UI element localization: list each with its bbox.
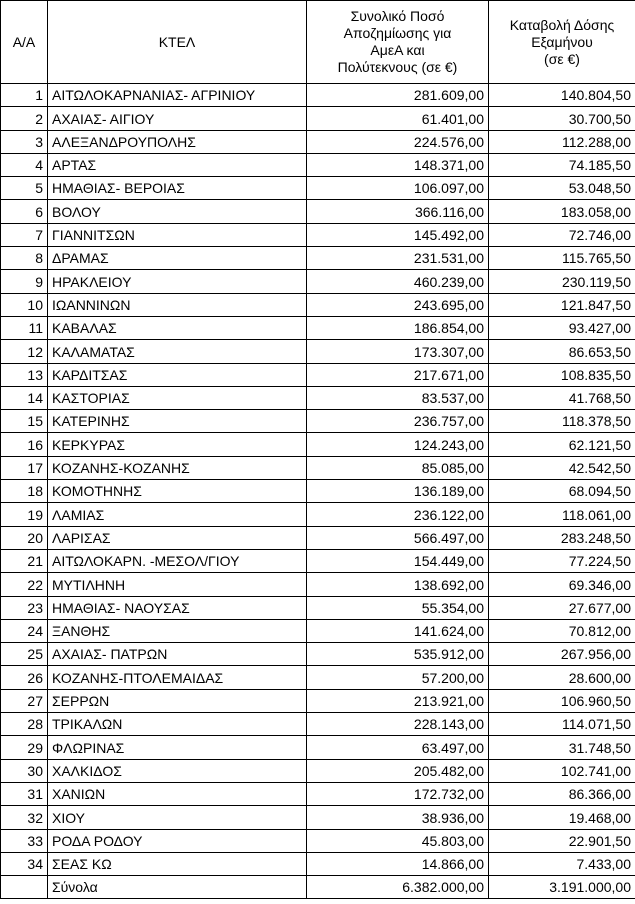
row-total-amount: 38.936,00 [307,806,489,829]
row-index: 4 [1,153,48,176]
row-total-amount: 172.732,00 [307,782,489,805]
header-semester-payment-line: (σε €) [544,50,580,67]
row-index: 29 [1,736,48,759]
row-total-amount: 83.537,00 [307,386,489,409]
table-row [1,247,635,270]
row-semester-payment: 115.765,50 [489,247,635,270]
row-total-amount: 154.449,00 [307,549,489,572]
row-total-amount: 236.757,00 [307,410,489,433]
row-total-amount: 124.243,00 [307,433,489,456]
table-header [1,1,635,84]
table-row [1,806,635,829]
row-ktel-name: ΚΟΖΑΝΗΣ-ΠΤΟΛΕΜΑΙΔΑΣ [48,666,307,689]
row-total-amount: 55.354,00 [307,596,489,619]
header-row [1,1,635,84]
header-total-amount-line: ΑμεΑ και [370,42,425,58]
row-index: 11 [1,316,48,339]
row-semester-payment: 62.121,50 [489,433,635,456]
row-ktel-name: ΞΑΝΘΗΣ [48,619,307,642]
row-ktel-name: ΧΑΝΙΩΝ [48,782,307,805]
row-total-amount: 106.097,00 [307,177,489,200]
row-index: 14 [1,386,48,409]
row-ktel-name: ΛΑΜΙΑΣ [48,503,307,526]
row-total-amount: 281.609,00 [307,84,489,107]
row-index: 9 [1,270,48,293]
table-row [1,223,635,246]
row-total-amount: 231.531,00 [307,247,489,270]
row-index: 15 [1,410,48,433]
row-ktel-name: ΚΟΖΑΝΗΣ-ΚΟΖΑΝΗΣ [48,456,307,479]
row-total-amount: 366.116,00 [307,200,489,223]
table-row [1,433,635,456]
row-index: 28 [1,713,48,736]
row-total-amount: 217.671,00 [307,363,489,386]
row-ktel-name: ΚΑΤΕΡΙΝΗΣ [48,410,307,433]
table-row [1,410,635,433]
row-index: 18 [1,480,48,503]
row-semester-payment: 42.542,50 [489,456,635,479]
row-semester-payment: 7.433,00 [489,852,635,875]
row-semester-payment: 86.653,50 [489,340,635,363]
row-semester-payment: 86.366,00 [489,782,635,805]
table-row [1,316,635,339]
row-ktel-name: ΧΑΛΚΙΔΟΣ [48,759,307,782]
row-semester-payment: 72.746,00 [489,223,635,246]
row-index: 1 [1,84,48,107]
row-total-amount: 243.695,00 [307,293,489,316]
row-total-amount: 138.692,00 [307,573,489,596]
row-semester-payment: 69.346,00 [489,573,635,596]
row-semester-payment: 27.677,00 [489,596,635,619]
row-index: 7 [1,223,48,246]
row-total-amount: 63.497,00 [307,736,489,759]
row-index: 6 [1,200,48,223]
row-index: 2 [1,107,48,130]
table-row [1,293,635,316]
row-index: 16 [1,433,48,456]
row-ktel-name: ΣΕΑΣ ΚΩ [48,852,307,875]
row-index: 3 [1,130,48,153]
row-ktel-name: ΜΥΤΙΛΗΝΗ [48,573,307,596]
row-total-amount: 136.189,00 [307,480,489,503]
row-index: 10 [1,293,48,316]
header-total-amount-line: Αποζημίωσης για [343,25,452,41]
row-ktel-name: ΚΟΜΟΤΗΝΗΣ [48,480,307,503]
row-ktel-name: ΑΛΕΞΑΝΔΡΟΥΠΟΛΗΣ [48,130,307,153]
row-index: 8 [1,247,48,270]
totals-total-amount: 6.382.000,00 [307,876,489,899]
row-index: 22 [1,573,48,596]
row-index: 26 [1,666,48,689]
row-ktel-name: ΙΩΑΝΝΙΝΩΝ [48,293,307,316]
table-row [1,107,635,130]
header-total-amount-line: Πολύτεκνους (σε €) [337,59,458,75]
table-row [1,270,635,293]
row-semester-payment: 30.700,50 [489,107,635,130]
row-semester-payment: 41.768,50 [489,386,635,409]
row-index: 17 [1,456,48,479]
row-semester-payment: 53.048,50 [489,177,635,200]
row-index: 23 [1,596,48,619]
row-ktel-name: ΓΙΑΝΝΙΤΣΩΝ [48,223,307,246]
row-total-amount: 186.854,00 [307,316,489,339]
row-index: 24 [1,619,48,642]
row-index: 31 [1,782,48,805]
header-total-amount-line: Συνολικό Ποσό [350,8,445,24]
row-ktel-name: ΧΙΟΥ [48,806,307,829]
row-ktel-name: ΤΡΙΚΑΛΩΝ [48,713,307,736]
table-row [1,386,635,409]
totals-row [1,876,635,899]
row-semester-payment: 70.812,00 [489,619,635,642]
row-ktel-name: ΒΟΛΟΥ [48,200,307,223]
row-total-amount: 61.401,00 [307,107,489,130]
row-ktel-name: ΑΡΤΑΣ [48,153,307,176]
row-index: 33 [1,829,48,852]
row-semester-payment: 112.288,00 [489,130,635,153]
table-row [1,153,635,176]
row-ktel-name: ΡΟΔΑ ΡΟΔΟΥ [48,829,307,852]
row-index: 32 [1,806,48,829]
table-row [1,782,635,805]
table-row [1,573,635,596]
header-semester-payment [489,1,635,84]
row-total-amount: 566.497,00 [307,526,489,549]
row-semester-payment: 68.094,50 [489,480,635,503]
row-total-amount: 148.371,00 [307,153,489,176]
row-ktel-name: ΑΙΤΩΛΟΚΑΡΝΑΝΙΑΣ- ΑΓΡΙΝΙΟΥ [48,84,307,107]
row-total-amount: 145.492,00 [307,223,489,246]
row-ktel-name: ΛΑΡΙΣΑΣ [48,526,307,549]
row-total-amount: 141.624,00 [307,619,489,642]
row-index: 21 [1,549,48,572]
row-semester-payment: 283.248,50 [489,526,635,549]
row-index: 27 [1,689,48,712]
row-ktel-name: ΑΙΤΩΛΟΚΑΡΝ. -ΜΕΣΟΛ/ΓΙΟΥ [48,549,307,572]
totals-label: Σύνολα [48,876,307,899]
row-index: 19 [1,503,48,526]
row-index: 25 [1,643,48,666]
row-ktel-name: ΗΜΑΘΙΑΣ- ΒΕΡΟΙΑΣ [48,177,307,200]
row-index: 13 [1,363,48,386]
row-semester-payment: 118.378,50 [489,410,635,433]
table-row [1,456,635,479]
row-semester-payment: 108.835,50 [489,363,635,386]
header-semester-payment-line: Καταβολή Δόσης [509,16,615,33]
table-row [1,503,635,526]
row-ktel-name: ΑΧΑΙΑΣ- ΑΙΓΙΟΥ [48,107,307,130]
row-index: 30 [1,759,48,782]
table-row [1,829,635,852]
header-semester-payment-line: Εξαμήνου [531,33,593,50]
table-row [1,177,635,200]
row-semester-payment: 230.119,50 [489,270,635,293]
row-semester-payment: 106.960,50 [489,689,635,712]
table-row [1,689,635,712]
table-row [1,340,635,363]
row-semester-payment: 102.741,00 [489,759,635,782]
table-body [1,84,635,899]
table-row [1,200,635,223]
row-total-amount: 205.482,00 [307,759,489,782]
row-index: 12 [1,340,48,363]
row-semester-payment: 114.071,50 [489,713,635,736]
row-ktel-name: ΚΑΛΑΜΑΤΑΣ [48,340,307,363]
table-row [1,759,635,782]
header-aa: Α/Α [1,1,48,84]
table-row [1,666,635,689]
table-row [1,852,635,875]
totals-index-empty [1,876,48,899]
row-semester-payment: 22.901,50 [489,829,635,852]
row-index: 5 [1,177,48,200]
table-row [1,643,635,666]
row-total-amount: 45.803,00 [307,829,489,852]
row-ktel-name: ΑΧΑΙΑΣ- ΠΑΤΡΩΝ [48,643,307,666]
row-total-amount: 213.921,00 [307,689,489,712]
table-row [1,84,635,107]
row-total-amount: 224.576,00 [307,130,489,153]
row-semester-payment: 267.956,00 [489,643,635,666]
row-semester-payment: 121.847,50 [489,293,635,316]
row-ktel-name: ΚΑΣΤΟΡΙΑΣ [48,386,307,409]
row-total-amount: 228.143,00 [307,713,489,736]
row-total-amount: 236.122,00 [307,503,489,526]
row-ktel-name: ΚΕΡΚΥΡΑΣ [48,433,307,456]
table-row [1,713,635,736]
row-semester-payment: 77.224,50 [489,549,635,572]
header-ktel: ΚΤΕΛ [48,1,307,84]
row-index: 20 [1,526,48,549]
row-semester-payment: 140.804,50 [489,84,635,107]
table-row [1,549,635,572]
row-semester-payment: 28.600,00 [489,666,635,689]
row-total-amount: 85.085,00 [307,456,489,479]
row-semester-payment: 19.468,00 [489,806,635,829]
row-semester-payment: 118.061,00 [489,503,635,526]
row-ktel-name: ΣΕΡΡΩΝ [48,689,307,712]
row-total-amount: 14.866,00 [307,852,489,875]
totals-semester-payment: 3.191.000,00 [489,876,635,899]
row-semester-payment: 31.748,50 [489,736,635,759]
table-row [1,363,635,386]
row-total-amount: 535.912,00 [307,643,489,666]
header-total-amount [307,1,489,84]
table-row [1,596,635,619]
table-row [1,526,635,549]
row-ktel-name: ΚΑΒΑΛΑΣ [48,316,307,339]
row-ktel-name: ΔΡΑΜΑΣ [48,247,307,270]
row-total-amount: 57.200,00 [307,666,489,689]
row-ktel-name: ΗΡΑΚΛΕΙΟΥ [48,270,307,293]
table-row [1,619,635,642]
row-total-amount: 460.239,00 [307,270,489,293]
row-ktel-name: ΦΛΩΡΙΝΑΣ [48,736,307,759]
row-ktel-name: ΚΑΡΔΙΤΣΑΣ [48,363,307,386]
table-row [1,130,635,153]
row-index: 34 [1,852,48,875]
table-row [1,736,635,759]
row-semester-payment: 93.427,00 [489,316,635,339]
row-semester-payment: 183.058,00 [489,200,635,223]
row-total-amount: 173.307,00 [307,340,489,363]
row-semester-payment: 74.185,50 [489,153,635,176]
row-ktel-name: ΗΜΑΘΙΑΣ- ΝΑΟΥΣΑΣ [48,596,307,619]
table-row [1,480,635,503]
